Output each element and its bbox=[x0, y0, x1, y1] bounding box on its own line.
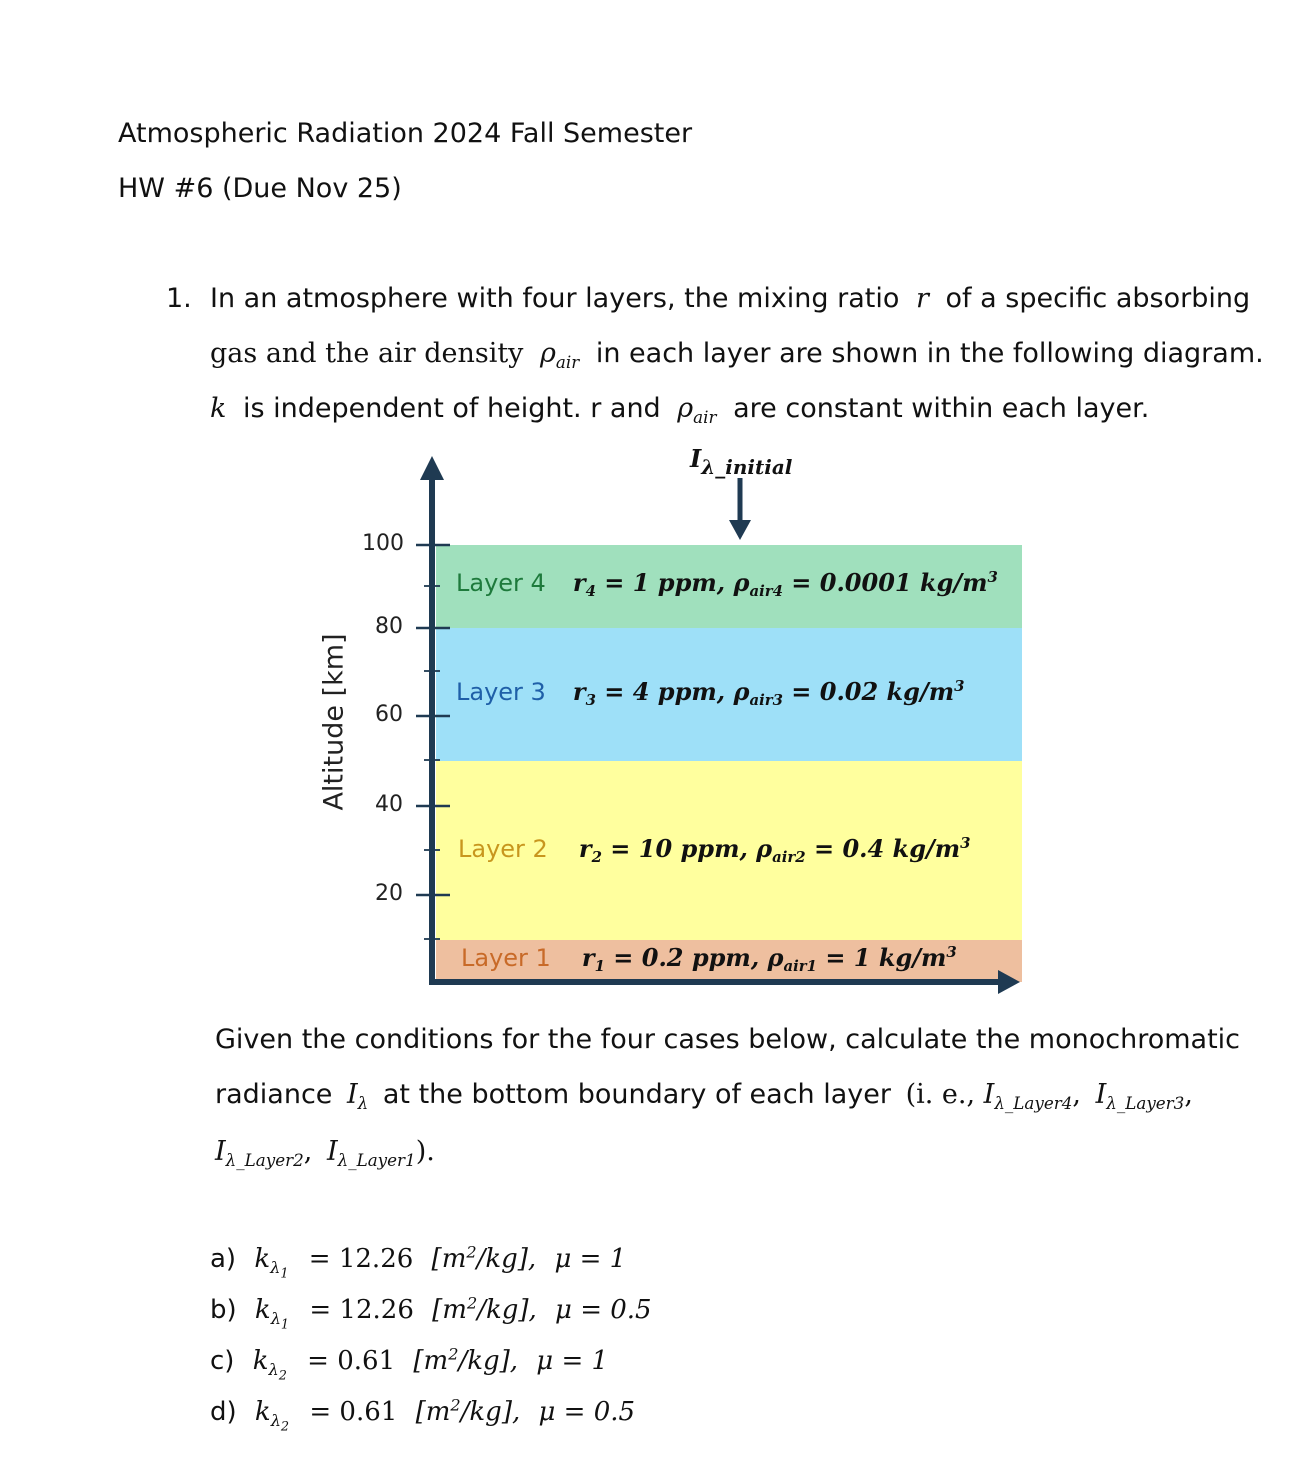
tick-label-20: 20 bbox=[375, 881, 403, 906]
layer-2-row: Layer 2 $r_2 = 10$ ppm, $\rho_{air2} = 0.4$ $kg/m^3$ bbox=[458, 834, 971, 867]
layer-1-row: Layer 1 $r_1 = 0.2$ ppm, $\rho_{air1} = 1$ $kg/m^3$ bbox=[461, 943, 957, 976]
given-line-3: $I_{\lambda\_Layer2}$, $I_{\lambda\_Layer1}$). bbox=[215, 1136, 435, 1170]
layer-3-row: Layer 3 $r_3 = 4$ ppm, $\rho_{air3} = 0.02$ $kg/m^3$ bbox=[456, 677, 965, 710]
incoming-arrow-head bbox=[729, 520, 751, 540]
layer-2-label: Layer 2 bbox=[458, 835, 548, 863]
case-b: b) $k_{\lambda_1} = 12.26$ $[m^2/kg]$, μ = 0.5 bbox=[210, 1293, 652, 1333]
hw-title: HW #6 (Due Nov 25) bbox=[118, 173, 402, 204]
layer-1-label: Layer 1 bbox=[461, 944, 551, 972]
y-axis-label: Altitude [km] bbox=[318, 633, 350, 811]
layer-4-label: Layer 4 bbox=[456, 569, 546, 597]
given-line-1: Given the conditions for the four cases below, calculate the monochromatic bbox=[215, 1024, 1241, 1055]
layer-4-row: Layer 4 $r_4 = 1$ ppm, $\rho_{air4} = 0.0001$ $kg/m^3$ bbox=[456, 568, 998, 601]
tick-label-40: 40 bbox=[375, 792, 403, 817]
case-c: c) $k_{\lambda_2} = 0.61$ $[m^2/kg]$, μ = 1 bbox=[210, 1344, 609, 1384]
y-axis-arrowhead bbox=[420, 456, 444, 480]
incoming-radiance-label: $I_{\lambda\_initial}$ bbox=[690, 444, 793, 479]
given-line-2: radiance $I_\lambda$ at the bottom boundary of each layer (i. e., $I_{\lambda\_Layer4}$, $I_{\lambda\_Layer3}$, bbox=[215, 1079, 1193, 1113]
tick-label-100: 100 bbox=[362, 531, 404, 556]
case-d: d) $k_{\lambda_2} = 0.61$ $[m^2/kg]$, μ = 0.5 bbox=[210, 1395, 636, 1435]
layer-3-label: Layer 3 bbox=[456, 678, 546, 706]
problem-line-3: k is independent of height. r and $\rho_{air}$ are constant within each layer. bbox=[210, 393, 1150, 427]
problem-number: 1. bbox=[166, 283, 192, 314]
case-a: a) $k_{\lambda_1} = 12.26$ $[m^2/kg]$, μ = 1 bbox=[210, 1242, 627, 1282]
problem-line-2: gas and the air density $\rho_{air}$ in each layer are shown in the following diagram. bbox=[210, 338, 1264, 372]
course-title: Atmospheric Radiation 2024 Fall Semester bbox=[118, 118, 693, 149]
tick-label-80: 80 bbox=[375, 614, 403, 639]
tick-label-60: 60 bbox=[375, 702, 403, 727]
problem-line-1: In an atmosphere with four layers, the mixing ratio r of a specific absorbing bbox=[210, 283, 1251, 314]
